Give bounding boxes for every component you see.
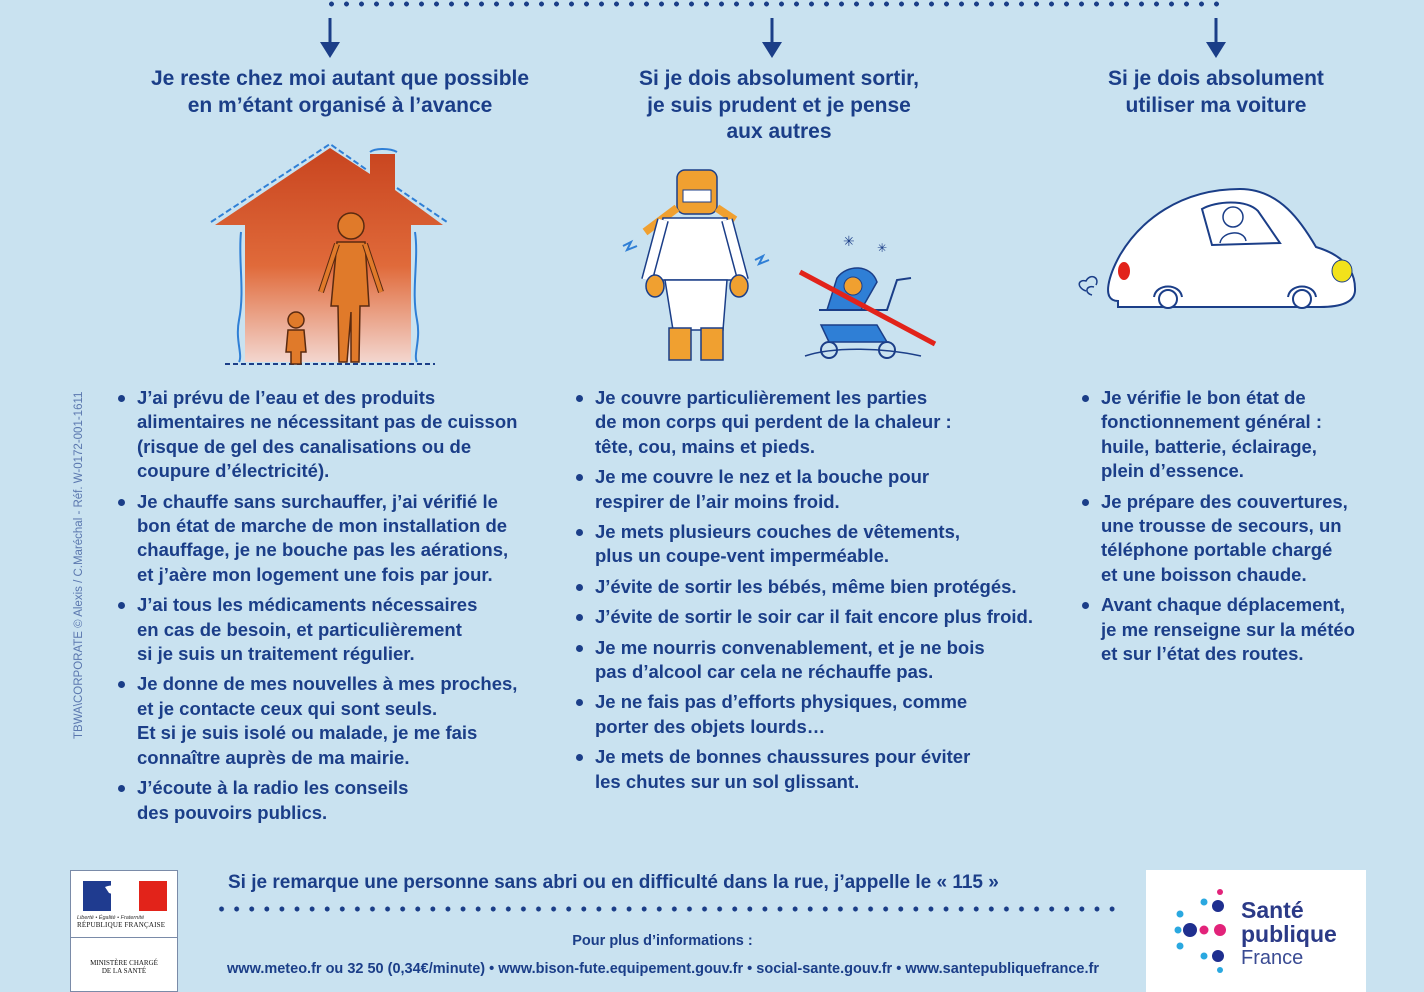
list-item: J’évite de sortir les bébés, même bien protégés. xyxy=(576,575,1066,599)
title-line: Si je dois absolument sortir, xyxy=(638,67,920,90)
list-item: Je donne de mes nouvelles à mes proches, et je contacte ceux qui sont seuls. Et si je suis isolé ou malade, je me fais connaître auprès de ma mairie. xyxy=(118,672,558,770)
list-item: J’ai tous les médicaments nécessaires en cas de besoin, et particulièrement si je suis un traitement régulier. xyxy=(118,593,558,666)
arrow-down-icon xyxy=(1204,16,1228,60)
divider xyxy=(71,937,177,938)
column-title-car xyxy=(1060,66,1372,119)
title-line: aux autres xyxy=(726,120,832,143)
column-title-going-out xyxy=(584,66,974,146)
more-info-label: Pour plus d’informations : xyxy=(572,933,753,949)
list-item: Je mets de bonnes chaussures pour éviter les chutes sur un sol glissant. xyxy=(576,745,1066,794)
list-item: Je couvre particulièrement les parties de mon corps qui perdent de la chaleur : tête, cou, mains et pieds. xyxy=(576,386,1066,459)
list-item: J’ai prévu de l’eau et des produits alimentaires ne nécessitant pas de cuisson (risque de gel des canalisations ou de coupure d’électricité). xyxy=(118,386,558,484)
sante-line2: publique xyxy=(1241,921,1337,947)
list-item: J’évite de sortir le soir car il fait encore plus froid. xyxy=(576,605,1066,629)
list-item: Je me couvre le nez et la bouche pour respirer de l’air moins froid. xyxy=(576,465,1066,514)
svg-text:✳: ✳ xyxy=(877,241,888,255)
title-line: Si je dois absolument xyxy=(1108,67,1324,90)
republic-motto: Liberté • Égalité • Fraternité xyxy=(77,915,145,921)
homeless-115-line: Si je remarque une personne sans abri ou en difficulté dans la rue, j’appelle le « 115 » xyxy=(228,872,999,893)
list-item: Je mets plusieurs couches de vêtements, plus un coupe-vent imperméable. xyxy=(576,520,1066,569)
list-item: Je me nourris convenablement, et je ne bois pas d’alcool car cela ne réchauffe pas. xyxy=(576,636,1066,685)
list-item: Je ne fais pas d’efforts physiques, comme porter des objets lourds… xyxy=(576,690,1066,739)
sante-publique-france-logo xyxy=(1146,870,1366,992)
republic-name: RÉPUBLIQUE FRANÇAISE xyxy=(77,921,166,929)
car-driver-illustration xyxy=(1070,183,1365,321)
column-title-stay-home xyxy=(110,66,570,119)
list-item: J’écoute à la radio les conseils des pouvoirs publics. xyxy=(118,776,558,825)
arrow-down-icon xyxy=(760,16,784,60)
sante-logo-text xyxy=(1241,898,1337,970)
sante-dots-icon xyxy=(1168,884,1240,980)
sante-line1: Santé xyxy=(1241,897,1304,923)
bullets-stay-home xyxy=(118,386,558,831)
list-item: Je chauffe sans surchauffer, j’ai vérifié le bon état de marche de mon installation de chauffage, je ne bouche pas les aérations, et j’aère mon logement une fois par jour. xyxy=(118,490,558,588)
house-family-illustration xyxy=(205,140,460,370)
sante-line3: France xyxy=(1241,947,1304,969)
title-line: je suis prudent et je pense xyxy=(647,93,911,117)
list-item: Je vérifie le bon état de fonctionnement général : huile, batterie, éclairage, plein d’essence. xyxy=(1082,386,1382,484)
title-line: Je reste chez moi autant que possible xyxy=(150,67,530,90)
title-line: utiliser ma voiture xyxy=(1125,93,1307,117)
ministry-name: MINISTÈRE CHARGÉ DE LA SANTÉ xyxy=(90,959,158,975)
list-item: Avant chaque déplacement, je me renseigne sur la météo et sur l’état des routes. xyxy=(1082,593,1382,666)
top-dotted-connector xyxy=(324,0,1224,8)
image-credit: TBWA\CORPORATE © Alexis / C.Maréchal - Réf. W-0172-001-1611 xyxy=(73,391,85,739)
republique-francaise-logo xyxy=(70,870,178,992)
bullets-going-out xyxy=(576,386,1066,800)
svg-text:✳: ✳ xyxy=(843,233,855,249)
list-item: Je prépare des couvertures, une trousse de secours, un téléphone portable chargé et une boisson chaude. xyxy=(1082,490,1382,588)
title-line: en m’étant organisé à l’avance xyxy=(187,93,493,117)
info-links: www.meteo.fr ou 32 50 (0,34€/minute) • www.bison-fute.equipement.gouv.fr • social-sante.gouv.fr • www.santepubliquefrance.fr xyxy=(227,961,1099,977)
bullets-car xyxy=(1082,386,1382,672)
marianne-flag-icon xyxy=(83,881,167,911)
bottom-dotted-divider xyxy=(214,905,1120,913)
arrow-down-icon xyxy=(318,16,342,60)
bundled-person-and-crossed-stroller-illustration xyxy=(615,160,945,365)
